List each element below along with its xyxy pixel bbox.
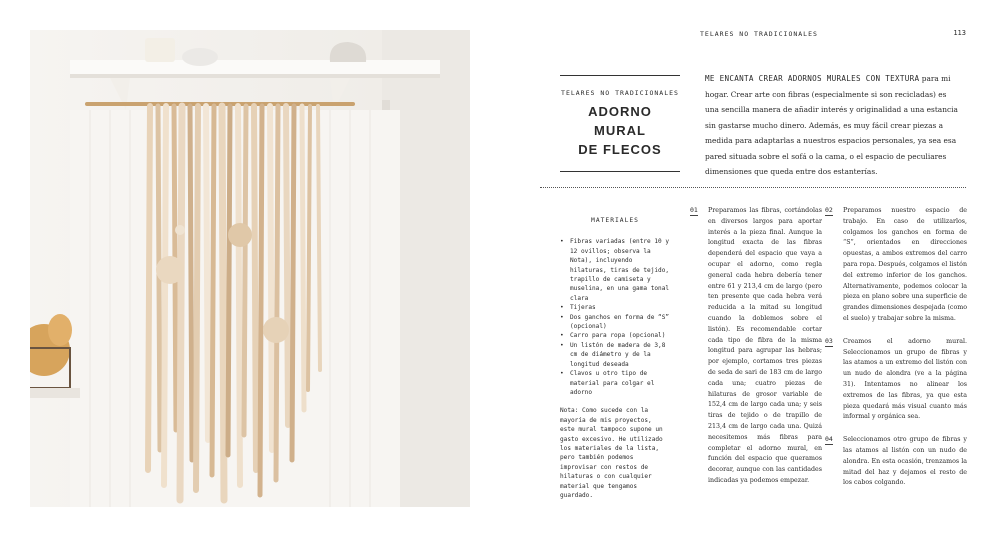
- materials-box: [560, 216, 670, 500]
- page-title: [560, 102, 680, 159]
- step-4: [825, 435, 967, 489]
- materials-list: [560, 237, 670, 397]
- step-3: [825, 337, 967, 423]
- step-number: 03: [825, 336, 833, 345]
- intro-body: para mi hogar. Crear arte con fibras (especialmente si son recicladas) es una sencilla manera de añadir interés y originalidad a una estancia sin gastarse mucho dinero. Además, es muy fácil crear piezas a medida para adaptarlas a nuestros espacios personales, ya sea esa pared situada sobre el sofá o la cama, o el espacio de peculiares dimensiones que queda entre dos estanterías.: [705, 74, 958, 176]
- step-2: [825, 206, 967, 325]
- materials-item: • Tijeras: [560, 303, 670, 312]
- materials-heading: MATERIALES: [591, 217, 639, 224]
- title-line-1: ADORNO MURAL: [588, 104, 652, 138]
- running-head: TELARES NO TRADICIONALES: [700, 30, 818, 38]
- wall-hanging-illustration: [30, 30, 470, 507]
- step-text: Seleccionamos otro grupo de fibras y las atamos al listón con un nudo de alondra. En esta ocasión, trenzamos la mitad del haz y dejamos el resto de los cabos colgando.: [843, 436, 967, 487]
- materials-item: • Carro para ropa (opcional): [560, 331, 670, 340]
- step-text: Creamos el adorno mural. Seleccionamos un grupo de fibras y las atamos a un extremo del listón con un nudo de alondra (ve a la página 31). Intentamos no alinear los extremos de las fibras, ya que esta pieza quedará más visual cuanto más informal y orgánica sea.: [843, 337, 967, 421]
- title-block: [560, 75, 680, 172]
- intro-lead: ME ENCANTA CREAR ADORNOS MURALES CON TEXTURA: [705, 74, 920, 83]
- title-line-2: DE FLECOS: [578, 142, 662, 157]
- materials-item: • Un listón de madera de 3,8 cm de diámetro y de la longitud deseada: [560, 341, 670, 369]
- materials-item: • Clavos u otro tipo de material para colgar el adorno: [560, 369, 670, 397]
- step-number: 01: [690, 206, 698, 214]
- step-number: 04: [825, 435, 833, 444]
- title-kicker: TELARES NO TRADICIONALES: [561, 89, 679, 97]
- intro-paragraph: [705, 71, 960, 180]
- materials-note: Nota: Como sucede con la mayoría de mis proyectos, este mural tampoco supone un gasto excesivo. He utilizado los materiales de la lista, pero también podemos improvisar con restos de hilaturas o con cualquier material que tengamos guardado.: [560, 407, 663, 499]
- step-1: [690, 206, 822, 487]
- dotted-divider: [540, 187, 966, 188]
- materials-item: • Fibras variadas (entre 10 y 12 ovillos; observa la Nota), incluyendo hilaturas, tiras de tejido, trapillo de camiseta y muselina, en una gama tonal clara: [560, 237, 670, 303]
- materials-item: • Dos ganchos en forma de “S” (opcional): [560, 313, 670, 332]
- step-text: Preparamos nuestro espacio de trabajo. En caso de utilizarlos, colgamos los ganchos en forma de “S”, orientados en direcciones opuestas, a ambos extremos del carro para ropa. Después, colgamos el listón del extremo inferior de los ganchos. Alternativamente, podemos colocar la pieza en plano sobre una superficie de grandes dimensiones despejada (como el suelo) y trabajar sobre la misma.: [843, 207, 967, 322]
- text-page: [540, 20, 970, 520]
- step-text: Preparamos las fibras, cortándolas en diversos largos para aportar interés a la pieza final. Aunque la longitud exacta de las fibras dependerá del espacio que vaya a ocupar el adorno, como regla general cada hebra debería tener entre 61 y 213,4 cm de largo (pero ten presente que cada hebra verá reducida a la mitad su longitud cuando la doblemos sobre el listón). Es recomendable cortar cada tipo de fibra de la misma longitud para agrupar las hebras; por ejemplo, cortamos tres piezas de seda de sari de 183 cm de largo cada una; cuatro piezas de hilaturas de grosor variable de 152,4 cm de largo cada una; y seis tiras de tejido o de trapillo de 213,4 cm de largo cada una. Quizá necesitemos más fibras para completar el adorno mural, en función del espacio que queramos decorar, aunque con las cantidades indicadas ya podemos empezar.: [708, 207, 822, 484]
- steps-column-1: [690, 206, 822, 487]
- wall-hanging-photo: [30, 30, 470, 507]
- step-number: 02: [825, 206, 833, 214]
- steps-column-2: [825, 206, 967, 489]
- page-number: 113: [953, 29, 966, 37]
